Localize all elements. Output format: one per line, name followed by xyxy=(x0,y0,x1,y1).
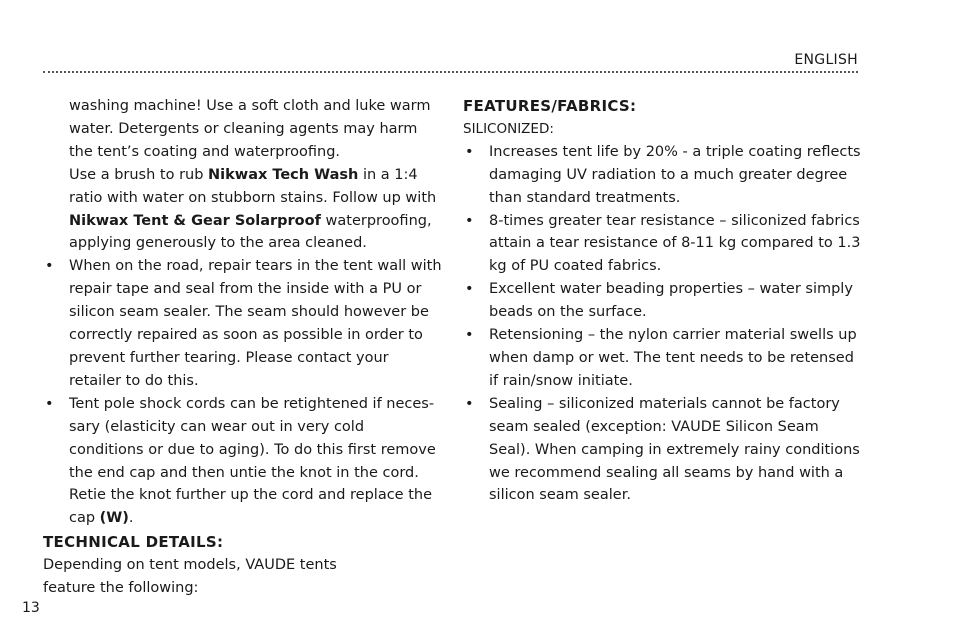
bullet-marker: • xyxy=(465,395,474,412)
list-item xyxy=(463,324,863,393)
product-solarproof: Nikwax Tent & Gear Solarproof xyxy=(69,212,321,229)
stain-text-1: Use a brush to rub xyxy=(69,166,209,183)
product-tech-wash: Nikwax Tech Wash xyxy=(208,166,359,183)
figure-reference: (W) xyxy=(99,510,129,527)
bullet-marker: • xyxy=(465,327,474,344)
list-item xyxy=(463,393,863,508)
list-item-text: When on the road, repair tears in the tent wall with repair tape and seal from the inside with a PU or silicon seam sealer. The seam should however be correctly repaired as soon as possible in order to prevent further tearing. Please contact your retailer to do this. xyxy=(69,258,442,389)
continued-paragraph: washing machine! Use a soft cloth and luke warm water. Detergents or cleaning agents may harm the tent’s coating and waterproofing. xyxy=(69,98,431,160)
left-column xyxy=(43,95,443,530)
list-item-text-end: . xyxy=(128,510,134,527)
features-heading: FEATURES/FABRICS: xyxy=(463,97,637,115)
header-divider xyxy=(43,71,858,73)
list-item-text: 8-times greater tear resistance – siliconized fabrics attain a tear resistance of 8-11 kg compared to 1.3 kg of PU coated fabrics. xyxy=(489,212,861,275)
list-item xyxy=(43,393,443,530)
list-item xyxy=(463,141,863,210)
list-item-text: Excellent water beading properties – water simply beads on the surface. xyxy=(489,281,853,321)
technical-details-text: Depending on tent models, VAUDE tents feature the following: xyxy=(43,556,337,596)
right-column xyxy=(463,95,863,507)
bullet-marker: • xyxy=(45,258,54,275)
list-item xyxy=(463,210,863,279)
stain-text-2: in a 1:4 ratio with water on stubborn stains. Follow up with xyxy=(69,166,437,206)
technical-details-heading: TECHNICAL DETAILS: xyxy=(43,533,224,551)
page-number: 13 xyxy=(22,600,40,616)
bullet-marker: • xyxy=(465,143,474,160)
list-item-text: Retensioning – the nylon carrier material swells up when damp or wet. The tent needs to be retensed if rain/snow initiate. xyxy=(489,327,857,389)
bullet-marker: • xyxy=(45,395,54,412)
bullet-marker: • xyxy=(465,212,474,229)
list-item-text: Sealing – siliconized materials cannot be factory seam sealed (exception: VAUDE Silicon Seam Seal). When camping in extremely rainy conditions we recommend sealing all seams by hand with a silicon seam sealer. xyxy=(489,395,860,504)
care-bullet-list xyxy=(43,255,443,530)
list-item-text: Increases tent life by 20% - a triple coating reflects damaging UV radiation to a much greater degree than standard treatments. xyxy=(489,143,861,206)
stain-text-3: waterproofing, applying generously to the area cleaned. xyxy=(69,212,432,252)
language-label: ENGLISH xyxy=(794,52,858,68)
list-item xyxy=(463,278,863,324)
siliconized-subheading: SILICONIZED: xyxy=(463,120,554,137)
list-item xyxy=(43,255,443,392)
stain-paragraph xyxy=(43,164,443,256)
bullet-marker: • xyxy=(465,281,474,298)
features-bullet-list xyxy=(463,141,863,508)
list-item-text: Tent pole shock cords can be retightened if necessary (elasticity can wear out in very cold conditions or due to aging). To do this first remove the end cap and then untie the knot in the cord. Retie the knot further up the cord and replace the cap xyxy=(69,395,436,527)
technical-details-section xyxy=(43,531,443,600)
